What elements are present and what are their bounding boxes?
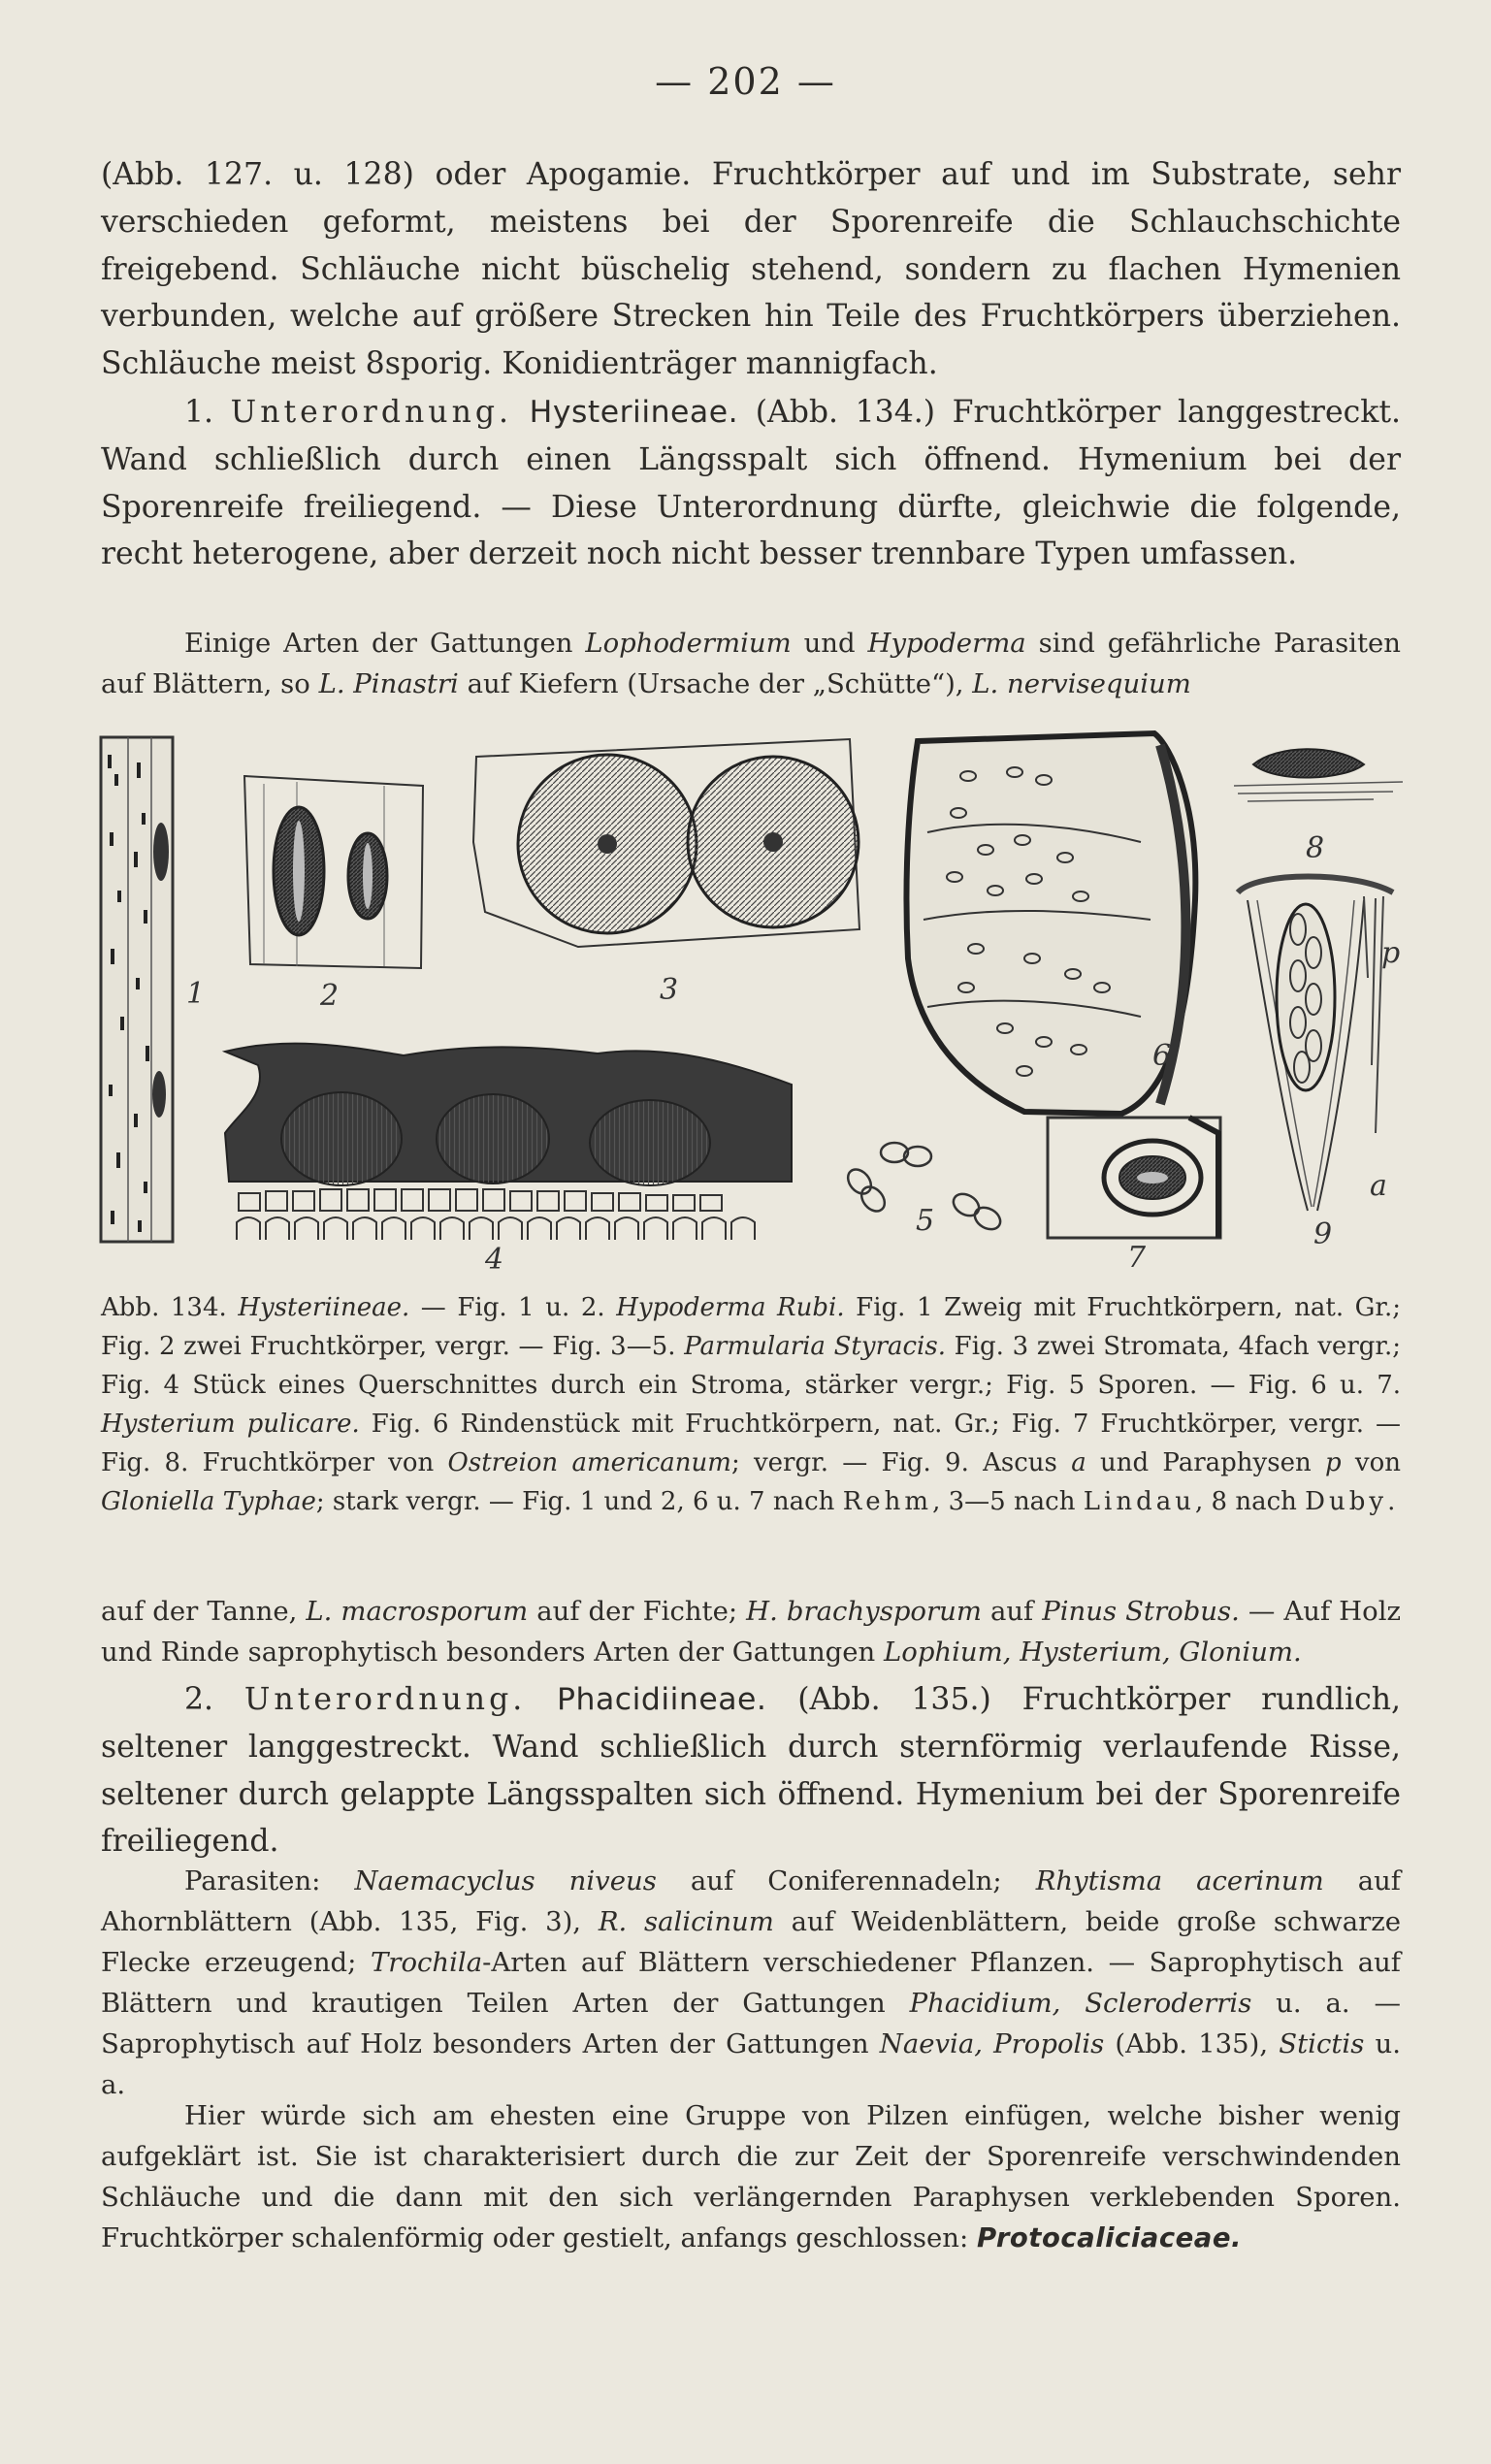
note-lophodermium <box>101 623 1401 704</box>
note-text: auf Ahornblättern (Abb. 135, Fig. 3), <box>101 1865 1401 1937</box>
caption-text: 2, 6 u. 7 nach <box>660 1487 835 1516</box>
genus-name: Lophodermium <box>585 628 792 659</box>
figure-134 <box>93 726 1412 1269</box>
note-text: -Arten auf Blättern verschiedener Pflanzen. — Saprophytisch auf Blättern und krautigen Teilen Arten der Gattungen <box>101 1947 1401 2019</box>
figure-caption <box>101 1288 1401 1521</box>
species-name: R. salicinum <box>598 1906 774 1937</box>
caption-author: Duby <box>1305 1487 1388 1516</box>
suborder-text: Fruchtkörper rundlich, seltener langgestreckt. Wand schließlich durch sternförmig verlaufende Risse, seltener durch gelappte Längsspalten sich öffnend. Hymenium bei der Sporenreife freiliegend. <box>101 1682 1402 1860</box>
note-text: sind gefährliche Parasiten auf Blättern, so <box>101 628 1402 699</box>
suborder-ref: (Abb. 135.) <box>797 1682 991 1717</box>
note-text: auf der Fichte; <box>536 1596 738 1627</box>
caption-text: ; vergr. — Fig. 9. Ascus <box>730 1448 1057 1477</box>
note-text: auf Weidenblättern, beide große schwarze Flecke erzeugend; <box>101 1906 1402 1978</box>
caption-abb: Abb. 134. <box>101 1293 227 1322</box>
fig-label-3: 3 <box>660 973 679 1007</box>
caption-author: Lindau <box>1083 1487 1195 1516</box>
note-protocaliciaceae <box>101 2095 1401 2258</box>
genus-name: Stictis <box>1279 2028 1365 2059</box>
caption-text: Fig. 3 zwei Stromata, 4fach vergr.; Fig. 4 Stück eines Querschnittes durch ein Stroma, stärker vergr.; Fig. 5 Sporen. — Fig. 6 u. 7. <box>101 1332 1401 1400</box>
caption-taxon: Hysteriineae. <box>238 1293 410 1322</box>
fig-label-9: 9 <box>1313 1217 1333 1251</box>
page-number: — 202 — <box>655 60 836 103</box>
caption-text: Fig. 1 Zweig mit Fruchtkörpern, nat. Gr.; Fig. 2 zwei Fruchtkörper, vergr. — Fig. 3—5. <box>101 1293 1402 1361</box>
suborder-name: Phacidiineae. <box>557 1682 767 1717</box>
caption-author: Rehm <box>842 1487 933 1516</box>
species-name: L. macrosporum <box>306 1596 529 1627</box>
fig3-stromata <box>473 739 859 947</box>
caption-text: ; stark vergr. — Fig. 1 und <box>315 1487 653 1516</box>
caption-text: , 8 nach <box>1194 1487 1297 1516</box>
fig-label-4: 4 <box>485 1243 504 1269</box>
fig4-cross-section <box>225 1044 792 1240</box>
species-name: L. Pinastri <box>318 668 459 699</box>
note-text: Einige Arten der Gattungen <box>184 628 573 659</box>
fig-label-6: 6 <box>1152 1039 1172 1073</box>
species-name: L. nervisequium <box>972 668 1191 699</box>
genus-name: Trochila <box>370 1947 483 1978</box>
species-name: Naemacyclus niveus <box>354 1865 657 1897</box>
caption-text: Fig. 6 Rindenstück mit Fruchtkörpern, nat. Gr.; Fig. 7 Fruchtkörper, vergr. — Fig. 8. Fruchtkörper von <box>101 1410 1401 1477</box>
note-text: — Auf Holz und Rinde saprophytisch besonders Arten der Gattungen <box>101 1596 1401 1668</box>
note-text: auf Coniferennadeln; <box>690 1865 1002 1897</box>
caption-taxon: Hypoderma Rubi. <box>616 1293 845 1322</box>
suborder-hysteriineae <box>101 389 1401 578</box>
paragraph-intro-text: (Abb. 127. u. 128) oder Apogamie. Fruchtkörper auf und im Substrate, sehr verschieden geformt, meistens bei der Sporenreife die Schlauchschichte freigebend. Schläuche nicht büschelig stehend, sondern zu flachen Hymenien verbunden, welche auf größere Strecken hin Teile des Fruchtkörpers überziehen. Schläuche meist 8sporig. Konidienträger mannigfach. <box>101 157 1401 382</box>
fig1-twig <box>101 737 173 1242</box>
fig-label-a: a <box>1370 1169 1387 1203</box>
suborder-label: Unterordnung. <box>230 395 513 430</box>
note-text: auf der Tanne, <box>101 1596 298 1627</box>
fig-label-p: p <box>1381 936 1401 970</box>
fig-label-7: 7 <box>1127 1241 1147 1269</box>
family-name: Protocaliciaceae. <box>977 2222 1242 2253</box>
caption-letter: p <box>1324 1448 1342 1477</box>
note-text: und <box>803 628 856 659</box>
genus-name: Lophium, Hysterium, Glonium. <box>884 1637 1302 1668</box>
suborder-phacidiineae <box>101 1676 1401 1865</box>
species-name: H. brachysporum <box>746 1596 982 1627</box>
note-text: u. a. — Saprophytisch auf Holz besonders Arten der Gattungen <box>101 1988 1401 2059</box>
note-text: (Abb. 135), <box>1115 2028 1269 2059</box>
fig-label-1: 1 <box>186 977 206 1011</box>
fig8-ostreion <box>1234 749 1403 801</box>
note-text: Parasiten: <box>184 1865 321 1897</box>
caption-letter: a <box>1071 1448 1086 1477</box>
caption-text: von <box>1354 1448 1402 1477</box>
caption-taxon: Parmularia Styracis. <box>684 1332 946 1361</box>
suborder-number: 2. <box>184 1682 214 1717</box>
suborder-ref: (Abb. 134.) <box>755 395 936 430</box>
caption-text: , 3—5 nach <box>932 1487 1076 1516</box>
note-text: u. a. <box>101 2028 1401 2100</box>
note-text: auf Kiefern (Ursache der „Schütte“), <box>467 668 964 699</box>
fig7-fruitbody <box>1048 1118 1220 1238</box>
genus-name: Hypoderma <box>867 628 1026 659</box>
fig-label-2: 2 <box>320 979 340 1013</box>
figure-134-illustration <box>93 726 1412 1269</box>
suborder-text: Fruchtkörper langgestreckt. Wand schließlich durch einen Längsspalt sich öffnend. Hymenium bei der Sporenreife freiliegend. — Diese Unterordnung dürfte, gleichwie die folgende, recht heterogene, aber derzeit noch nicht besser trennbare Typen umfassen. <box>101 395 1402 572</box>
note-text: auf <box>989 1596 1034 1627</box>
paragraph-intro <box>101 151 1401 388</box>
fig9-ascus <box>1238 877 1393 1212</box>
note-saprophytes-hysteriineae <box>101 1591 1401 1672</box>
genus-name: Naevia, Propolis <box>879 2028 1105 2059</box>
caption-text: — Fig. 1 u. 2. <box>420 1293 605 1322</box>
suborder-label: Unterordnung. <box>243 1682 527 1717</box>
caption-taxon: Hysterium pulicare. <box>101 1410 360 1439</box>
caption-taxon: Gloniella Typhae <box>101 1487 316 1516</box>
caption-taxon: Ostreion americanum <box>447 1448 731 1477</box>
suborder-name: Hysteriineae. <box>529 395 739 430</box>
fig-label-5: 5 <box>916 1204 935 1238</box>
note-text: Hier würde sich am ehesten eine Gruppe von Pilzen einfügen, welche bisher wenig aufgeklärt ist. Sie ist charakterisiert durch die zur Zeit der Sporenreife verschwindenden Schläuche und die dann mit den sich verlängernden Paraphysen verklebenden Sporen. Fruchtkörper schalenförmig oder gestielt, anfangs geschlossen: <box>101 2100 1401 2253</box>
note-parasites-phacidiineae <box>101 1861 1401 2105</box>
species-name: Rhytisma acerinum <box>1035 1865 1324 1897</box>
fig-label-8: 8 <box>1306 831 1325 865</box>
caption-text: und Paraphysen <box>1099 1448 1312 1477</box>
species-name: Pinus Strobus. <box>1042 1596 1240 1627</box>
fig2-fruitbodies <box>244 776 423 968</box>
genus-name: Phacidium, Scleroderris <box>909 1988 1252 2019</box>
suborder-number: 1. <box>184 395 214 430</box>
caption-text: . <box>1387 1487 1396 1516</box>
